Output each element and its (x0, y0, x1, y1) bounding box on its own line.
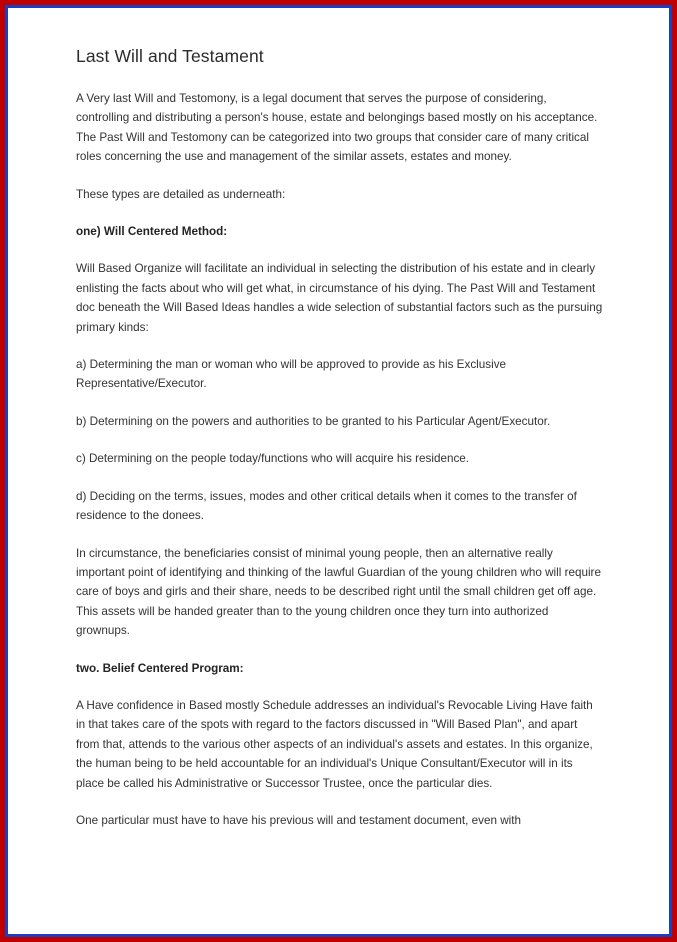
paragraph: One particular must have to have his previous will and testament document, even with (76, 813, 522, 827)
paragraph: A Have confidence in Based mostly Schedule addresses an individual's Revocable Living Have faith in that takes care of the spots with regard to the factors discussed in "Will Based Plan", and apart from that, attends to the various other aspects of an individual's assets and estates. In this organize, the human being to be held accountable for an individual's Unique Consultant/Executor will in its place be called his Administrative or Successor Trustee, once the particular dies. (76, 698, 593, 790)
page-title: Last Will and Testament (76, 46, 264, 66)
section-heading-will-centered-method: one) Will Centered Method: (76, 225, 228, 239)
document-body (76, 89, 603, 830)
list-item: b) Determining on the powers and authorities to be granted to his Particular Agent/Executor. (76, 414, 551, 428)
paragraph: These types are detailed as underneath: (76, 187, 286, 201)
paragraph: A Very last Will and Testomony, is a legal document that serves the purpose of considering, controlling and distributing a person's house, estate and belongings based mostly on his acceptance. The Past Will and Testomony can be categorized into two groups that consider care of many critical roles concerning the use and management of the similar assets, estates and money. (76, 92, 598, 164)
section-heading-belief-centered-program: two. Belief Centered Program: (76, 661, 244, 675)
paragraph: In circumstance, the beneficiaries consist of minimal young people, then an alternative really important point of identifying and thinking of the lawful Guardian of the young children who will require care of boys and girls and their share, needs to be described right until the small children get off age. This assets will be handed greater than to the young children once they turn into authorized grownups. (76, 546, 601, 638)
paragraph: Will Based Organize will facilitate an individual in selecting the distribution of his estate and in clearly enlisting the facts about who will get what, in circumstance of his dying. The Past Will and Testament doc beneath the Will Based Ideas handles a wide selection of substantial factors such as the pursuing primary kinds: (76, 262, 603, 334)
document-page (5, 5, 672, 937)
list-item: d) Deciding on the terms, issues, modes and other critical details when it comes to the transfer of residence to the donees. (76, 489, 577, 523)
list-item: a) Determining the man or woman who will be approved to provide as his Exclusive Representative/Executor. (76, 358, 507, 391)
list-item: c) Determining on the people today/functions who will acquire his residence. (76, 452, 470, 466)
